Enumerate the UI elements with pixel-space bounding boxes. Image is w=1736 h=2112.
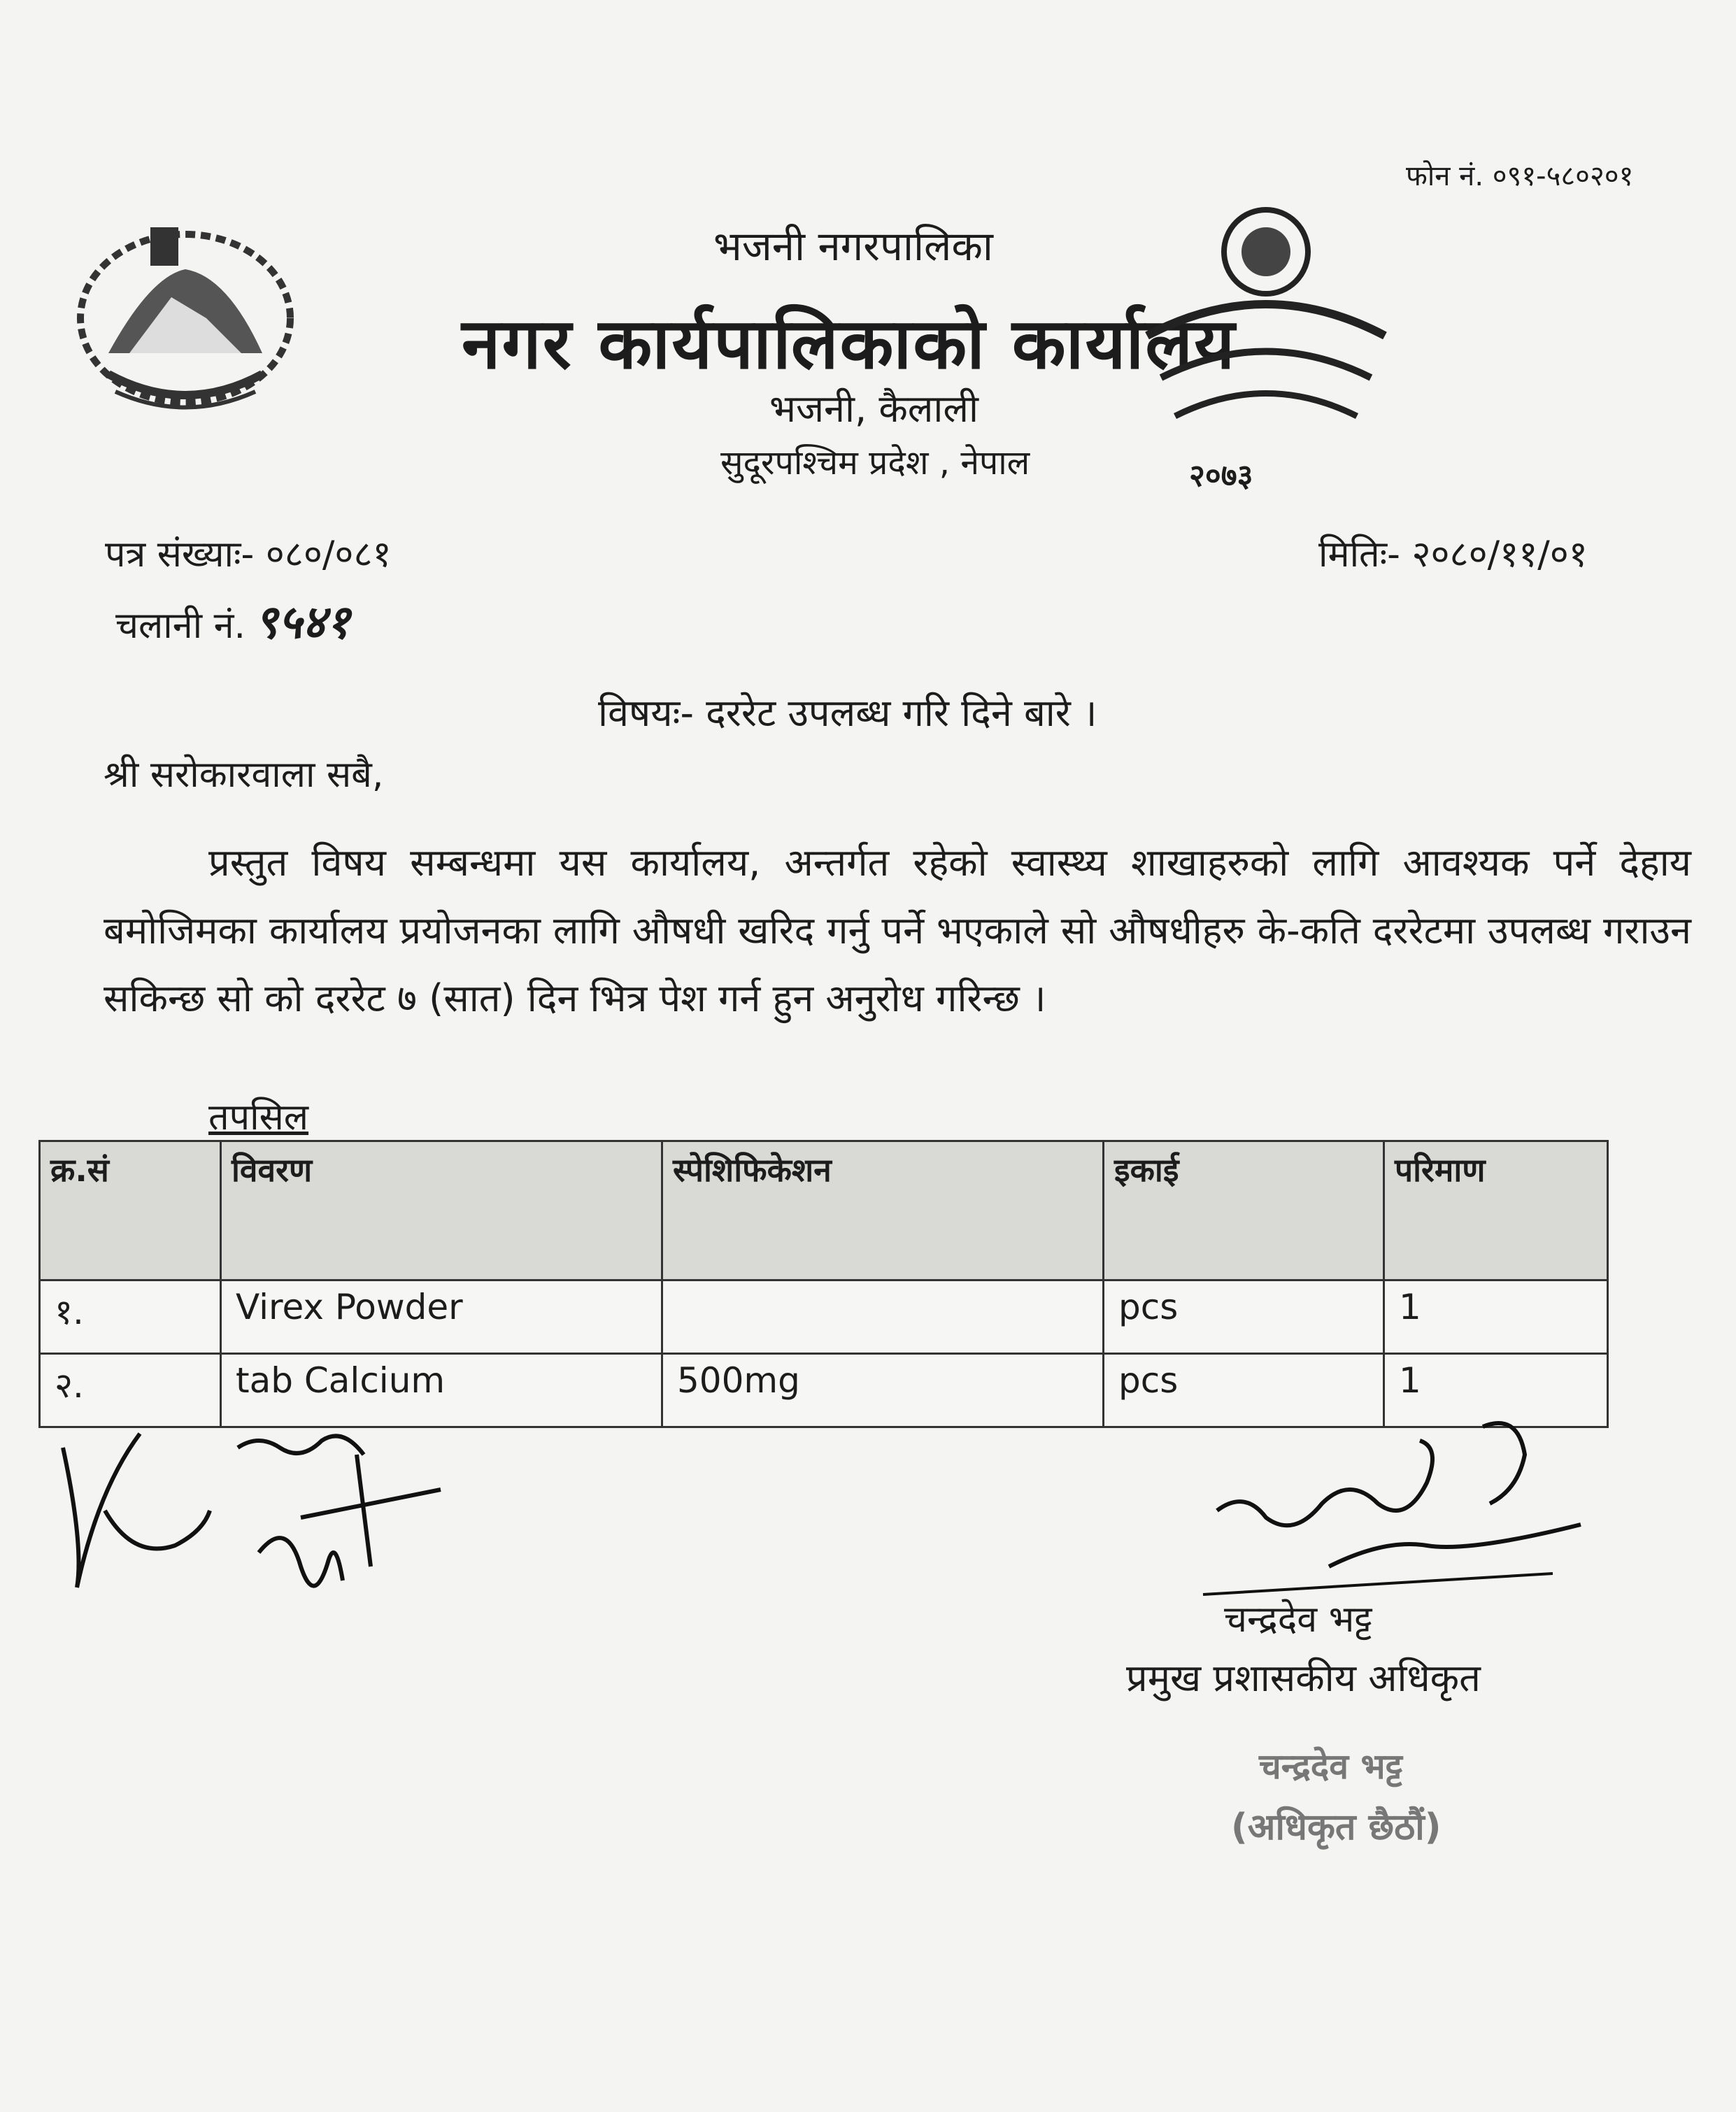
header-specification: स्पेशिफिकेशन xyxy=(662,1141,1104,1280)
cell-specification: 500mg xyxy=(662,1354,1104,1427)
header-unit: इकाई xyxy=(1104,1141,1384,1280)
items-table xyxy=(38,1140,1609,1428)
cell-quantity: 1 xyxy=(1384,1354,1608,1427)
office-province: सुदूरपश्चिम प्रदेश , नेपाल xyxy=(720,443,1030,483)
cell-serial: २. xyxy=(40,1354,221,1427)
nepal-emblem-icon xyxy=(66,213,304,423)
office-location: भजनी, कैलाली xyxy=(769,387,979,431)
header-description: विवरण xyxy=(221,1141,662,1280)
table-header-row xyxy=(40,1141,1608,1280)
table-caption: तपसिल xyxy=(208,1097,309,1139)
cell-quantity: 1 xyxy=(1384,1280,1608,1354)
cell-specification xyxy=(662,1280,1104,1354)
cell-serial: १. xyxy=(40,1280,221,1354)
cell-description: Virex Powder xyxy=(221,1280,662,1354)
cell-description: tab Calcium xyxy=(221,1354,662,1427)
dispatch-number-handwritten: ९५४१ xyxy=(254,595,350,649)
dispatch-number xyxy=(115,589,350,652)
cell-unit: pcs xyxy=(1104,1280,1384,1354)
letter-date: मितिः- २०८०/११/०१ xyxy=(1318,534,1588,576)
header-quantity: परिमाण xyxy=(1384,1141,1608,1280)
office-seal-stamp xyxy=(1105,203,1427,462)
signatory-name: चन्द्रदेव भट्ट xyxy=(1224,1599,1372,1641)
table-row xyxy=(40,1280,1608,1354)
header-serial: क्र.सं xyxy=(40,1141,221,1280)
handwritten-signature-left xyxy=(35,1406,455,1629)
signatory-title: प्रमुख प्रशासकीय अधिकृत xyxy=(1126,1656,1481,1700)
letter-reference-number: पत्र संख्याः- ०८०/०८१ xyxy=(105,534,392,576)
handwritten-signature-right xyxy=(1189,1399,1595,1608)
cell-unit: pcs xyxy=(1104,1354,1384,1427)
letter-subject: विषयः- दररेट उपलब्ध गरि दिने बारे । xyxy=(598,691,1097,735)
dispatch-label: चलानी नं. xyxy=(115,605,246,647)
name-stamp-name: चन्द्रदेव भट्ट xyxy=(1259,1746,1403,1787)
seal-year: २०७३ xyxy=(1189,458,1253,494)
letter-body: प्रस्तुत विषय सम्बन्धमा यस कार्यालय, अन्तर्गत रहेको स्वास्थ्य शाखाहरुको लागि आवश्यक पर्ने देहाय बमोजिमका कार्यालय प्रयोजनका लागि औषधी खरिद गर्नु पर्ने भएकाले सो औषधीहरु के-कति दररेटमा उपलब्ध गराउन सकिन्छ सो को दररेट ७ (सात) दिन भित्र पेश गर्न हुन अनुरोध गरिन्छ । xyxy=(104,841,1691,1020)
municipality-name: भजनी नगरपालिका xyxy=(713,222,993,270)
office-title: नगर कार्यपालिकाको कार्यालय xyxy=(462,303,1237,385)
salutation: श्री सरोकारवाला सबै, xyxy=(104,754,384,796)
name-stamp-designation: (अधिकृत छैठौं) xyxy=(1231,1806,1442,1848)
phone-number: फोन नं. ०९१-५८०२०१ xyxy=(1406,160,1634,192)
